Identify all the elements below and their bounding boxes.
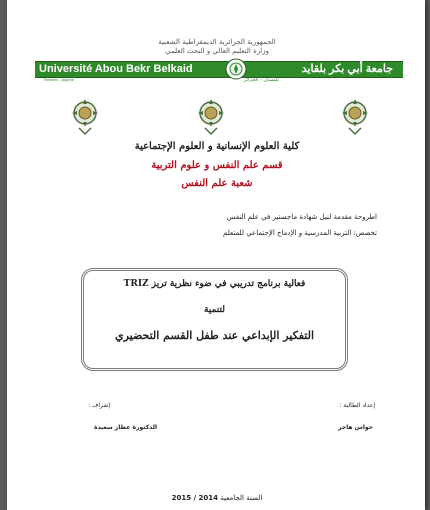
prepared-by-label: إعداد الطالبة :: [339, 402, 375, 409]
thesis-title-line-2: لتنمية: [204, 305, 225, 315]
branch-name: شعبة علم النفس: [181, 178, 253, 189]
ministry-header: وزارة التعليم العالي و البحث العلمي: [165, 47, 269, 55]
department-name: قسم علم النفس و علوم التربية: [151, 160, 283, 171]
document-page: [7, 0, 425, 510]
ornament-emblem-icon: [339, 96, 371, 136]
university-subtitle-fr: Tlemcen - Algérie: [43, 77, 75, 82]
academic-year: [107, 494, 327, 502]
specialization: تخصص: التربية المدرسية و الإدماج الإجتماعي للمتعلم: [223, 229, 377, 237]
university-name-fr: Université Abou Bekr Belkaid: [39, 63, 193, 75]
faculty-name: كلية العلوم الإنسانية و العلوم الإجتماعية: [134, 141, 300, 152]
ornament-emblem-icon: [195, 96, 227, 136]
thesis-type: اطروحة مقدمة لنيل شهادة ماجستير في علم النفس: [226, 213, 377, 221]
university-subtitle-ar: تلمسان - الجزائر: [244, 77, 280, 83]
thesis-title-line-1: فعالية برنامج تدريبي في ضوء نظرية تريز TRIZ: [123, 279, 306, 289]
academic-year-value: 2014 / 2015: [171, 494, 219, 502]
student-name: حواس هاجر: [338, 424, 373, 431]
ornament-emblem-icon: [69, 96, 101, 136]
republic-header: الجمهورية الجزائرية الديمقراطية الشعبية: [158, 38, 276, 46]
supervisor-name: الدكتورة عطار سعيدة: [93, 424, 157, 431]
thesis-title-line-3: التفكير الإبداعي عند طفل القسم التحضيري: [114, 329, 315, 342]
supervisor-label: إشراف :: [88, 402, 110, 409]
thesis-title-box: [81, 268, 348, 371]
university-name-ar: جامعة أبي بكر بلقايد: [301, 63, 393, 75]
academic-year-label: السنة الجامعية: [220, 494, 263, 502]
university-banner: [35, 61, 403, 78]
